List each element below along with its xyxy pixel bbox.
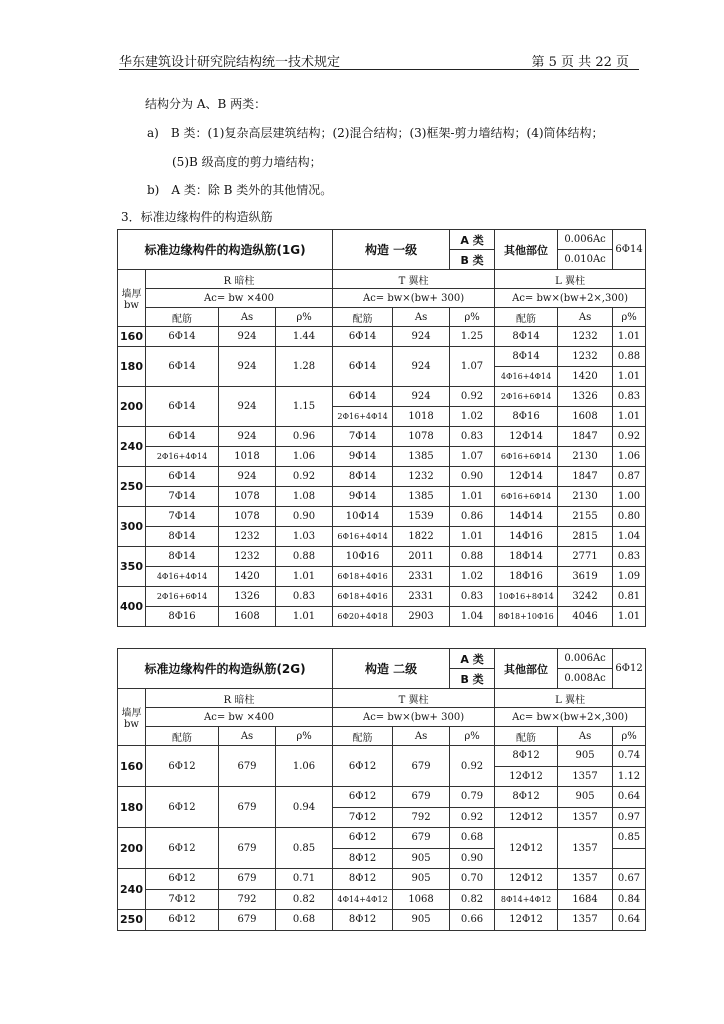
l-rebar-cell: 12Φ12 (495, 766, 558, 787)
t-as-cell: 1078 (393, 427, 450, 447)
l-rebar-cell: 14Φ16 (495, 527, 558, 547)
t-column-group: T 翼柱 (333, 689, 495, 708)
r-rho-cell: 1.28 (276, 347, 333, 387)
r-rebar-cell: 6Φ12 (146, 787, 219, 828)
l-as-cell: 1357 (558, 828, 613, 869)
intro-line-2: a) B 类：(1)复杂高层建筑结构；(2)混合结构；(3)框架-剪力墙结构；(4)筒体结构； (147, 126, 604, 140)
l-as-cell: 905 (558, 746, 613, 767)
t-area-formula: Ac= bw×(bw+ 300) (333, 708, 495, 727)
r-column-group: R 暗柱 (146, 689, 333, 708)
table-level: 构造 二级 (333, 649, 450, 689)
l-rebar-cell: 12Φ12 (495, 807, 558, 828)
r-as-cell: 792 (219, 889, 276, 910)
t-rebar-cell: 7Φ14 (333, 427, 393, 447)
l-as-cell: 4046 (558, 607, 613, 627)
t-rho-cell: 0.79 (450, 787, 495, 808)
l-rebar-cell: 8Φ18+10Φ16 (495, 607, 558, 627)
r-rebar-cell: 6Φ14 (146, 327, 219, 347)
t-rho-cell: 0.70 (450, 869, 495, 890)
l-rebar-cell: 18Φ16 (495, 567, 558, 587)
header-rho: ρ% (276, 727, 333, 746)
table-row (118, 567, 646, 587)
table-row (118, 427, 646, 447)
t-rebar-cell: 10Φ14 (333, 507, 393, 527)
r-rho-cell: 0.90 (276, 507, 333, 527)
l-as-cell: 1357 (558, 766, 613, 787)
wall-thickness-label: 墙厚 (121, 708, 142, 719)
l-rho-cell: 1.06 (613, 447, 646, 467)
l-as-cell: 1357 (558, 807, 613, 828)
l-as-cell: 1232 (558, 327, 613, 347)
l-as-cell: 2130 (558, 487, 613, 507)
t-as-cell: 679 (393, 828, 450, 849)
page-header (119, 51, 639, 70)
l-rho-cell: 1.04 (613, 527, 646, 547)
t-as-cell: 905 (393, 869, 450, 890)
t-rebar-cell: 6Φ18+4Φ16 (333, 567, 393, 587)
header-rebar: 配筋 (333, 727, 393, 746)
r-as-cell: 679 (219, 828, 276, 869)
table-row (118, 507, 646, 527)
ratio-a: 0.006Ac (558, 230, 613, 250)
t-as-cell: 679 (393, 746, 450, 787)
r-rebar-cell: 6Φ14 (146, 387, 219, 427)
table-row (118, 869, 646, 890)
r-rho-cell: 0.85 (276, 828, 333, 869)
t-as-cell: 1018 (393, 407, 450, 427)
t-rebar-cell: 4Φ14+4Φ12 (333, 889, 393, 910)
l-rebar-cell: 8Φ14 (495, 327, 558, 347)
t-rho-cell: 1.01 (450, 487, 495, 507)
t-rho-cell: 1.02 (450, 567, 495, 587)
wall-thickness-cell: 400 (118, 587, 146, 627)
header-rho: ρ% (276, 308, 333, 327)
header-rebar: 配筋 (495, 727, 558, 746)
t-rho-cell: 0.92 (450, 807, 495, 828)
r-rho-cell: 1.03 (276, 527, 333, 547)
t-rebar-cell: 6Φ16+4Φ14 (333, 527, 393, 547)
l-rho-cell: 1.00 (613, 487, 646, 507)
ratio-b: 0.008Ac (558, 669, 613, 689)
wall-thickness-label: 墙厚 (121, 289, 142, 300)
table-row (118, 587, 646, 607)
table-row (118, 327, 646, 347)
l-rebar-cell: 14Φ14 (495, 507, 558, 527)
table-row (118, 828, 646, 849)
r-rho-cell: 0.71 (276, 869, 333, 890)
table-row (118, 447, 646, 467)
r-as-cell: 679 (219, 787, 276, 828)
t-rho-cell: 0.83 (450, 587, 495, 607)
r-rho-cell: 0.92 (276, 467, 333, 487)
l-as-cell: 1847 (558, 467, 613, 487)
t-rebar-cell: 6Φ14 (333, 387, 393, 407)
table-row (118, 547, 646, 567)
r-as-cell: 924 (219, 467, 276, 487)
t-rho-cell: 1.01 (450, 527, 495, 547)
l-rho-cell: 0.80 (613, 507, 646, 527)
r-rebar-cell: 8Φ16 (146, 607, 219, 627)
l-rho-cell: 1.09 (613, 567, 646, 587)
r-as-cell: 924 (219, 387, 276, 427)
wall-thickness-cell: 160 (118, 746, 146, 787)
r-rho-cell: 1.06 (276, 746, 333, 787)
wall-thickness-cell: 240 (118, 869, 146, 910)
other-location: 其他部位 (495, 230, 558, 270)
class-b-label: B 类 (450, 669, 495, 689)
wall-thickness-cell: 250 (118, 467, 146, 507)
r-rho-cell: 0.82 (276, 889, 333, 910)
t-rho-cell: 0.90 (450, 848, 495, 869)
header-rebar: 配筋 (146, 308, 219, 327)
l-rebar-cell: 2Φ16+6Φ14 (495, 387, 558, 407)
l-as-cell: 1847 (558, 427, 613, 447)
t-as-cell: 924 (393, 347, 450, 387)
t-rho-cell: 0.92 (450, 746, 495, 787)
l-as-cell: 1357 (558, 869, 613, 890)
wall-thickness-cell: 300 (118, 507, 146, 547)
t-rebar-cell: 8Φ14 (333, 467, 393, 487)
t-rebar-cell: 6Φ12 (333, 828, 393, 849)
r-rho-cell: 0.88 (276, 547, 333, 567)
l-rebar-cell: 8Φ16 (495, 407, 558, 427)
r-rebar-cell: 4Φ16+4Φ14 (146, 567, 219, 587)
l-rebar-cell: 8Φ14 (495, 347, 558, 367)
doc-title: 华东建筑设计研究院结构统一技术规定 (119, 55, 341, 70)
r-rebar-cell: 6Φ14 (146, 347, 219, 387)
wall-thickness-header (118, 270, 146, 327)
header-rho: ρ% (613, 727, 646, 746)
l-rebar-cell: 18Φ14 (495, 547, 558, 567)
table-row (118, 607, 646, 627)
t-rebar-cell: 2Φ16+4Φ14 (333, 407, 393, 427)
l-as-cell: 3242 (558, 587, 613, 607)
table-level: 构造 一级 (333, 230, 450, 270)
wall-thickness-cell: 250 (118, 910, 146, 931)
t-as-cell: 1232 (393, 467, 450, 487)
r-rebar-cell: 7Φ12 (146, 889, 219, 910)
table-row (118, 527, 646, 547)
t-rebar-cell: 8Φ12 (333, 848, 393, 869)
r-as-cell: 1420 (219, 567, 276, 587)
wall-thickness-cell: 200 (118, 387, 146, 427)
r-as-cell: 1232 (219, 527, 276, 547)
t-as-cell: 905 (393, 848, 450, 869)
r-as-cell: 1078 (219, 507, 276, 527)
l-rho-cell: 1.12 (613, 766, 646, 787)
wall-thickness-cell: 200 (118, 828, 146, 869)
t-as-cell: 1385 (393, 447, 450, 467)
header-rho: ρ% (450, 727, 495, 746)
header-rho: ρ% (450, 308, 495, 327)
bw-label: bw (124, 300, 139, 311)
intro-line-3: (5)B 级高度的剪力墙结构； (172, 155, 322, 169)
l-as-cell: 3619 (558, 567, 613, 587)
table-row (118, 746, 646, 767)
r-as-cell: 1326 (219, 587, 276, 607)
r-column-group: R 暗柱 (146, 270, 333, 289)
t-as-cell: 2331 (393, 567, 450, 587)
r-rho-cell: 0.96 (276, 427, 333, 447)
r-rho-cell: 1.01 (276, 567, 333, 587)
l-as-cell: 1232 (558, 347, 613, 367)
t-as-cell: 2331 (393, 587, 450, 607)
t-rho-cell: 0.88 (450, 547, 495, 567)
t-rebar-cell: 7Φ12 (333, 807, 393, 828)
l-rho-cell: 1.01 (613, 407, 646, 427)
l-rebar-cell: 12Φ12 (495, 828, 558, 869)
l-rho-cell: 1.01 (613, 327, 646, 347)
t-as-cell: 1822 (393, 527, 450, 547)
wall-thickness-cell: 350 (118, 547, 146, 587)
header-rebar: 配筋 (333, 308, 393, 327)
l-rebar-cell: 8Φ12 (495, 746, 558, 767)
t-column-group: T 翼柱 (333, 270, 495, 289)
t-rebar-cell: 8Φ12 (333, 910, 393, 931)
r-rho-cell: 1.06 (276, 447, 333, 467)
l-rho-cell: 0.64 (613, 910, 646, 931)
l-rho-cell: 0.92 (613, 427, 646, 447)
r-rho-cell: 1.44 (276, 327, 333, 347)
wall-thickness-cell: 240 (118, 427, 146, 467)
t-rho-cell: 0.90 (450, 467, 495, 487)
l-rebar-cell: 12Φ14 (495, 467, 558, 487)
t-rho-cell: 0.92 (450, 387, 495, 407)
r-rebar-cell: 6Φ14 (146, 467, 219, 487)
r-area-formula: Ac= bw ×400 (146, 289, 333, 308)
table-row (118, 910, 646, 931)
t-rho-cell: 1.07 (450, 447, 495, 467)
l-as-cell: 2771 (558, 547, 613, 567)
l-rho-cell: 0.81 (613, 587, 646, 607)
r-rebar-cell: 6Φ12 (146, 869, 219, 890)
r-rebar-cell: 6Φ12 (146, 828, 219, 869)
other-rebar: 6Φ12 (613, 649, 646, 689)
l-rebar-cell: 8Φ12 (495, 787, 558, 808)
l-rebar-cell: 8Φ14+4Φ12 (495, 889, 558, 910)
bw-label: bw (124, 719, 139, 730)
l-rebar-cell: 4Φ16+4Φ14 (495, 367, 558, 387)
intro-line-1: 结构分为 A、B 两类： (145, 97, 267, 111)
t-rebar-cell: 8Φ12 (333, 869, 393, 890)
r-as-cell: 679 (219, 910, 276, 931)
l-rho-cell: 0.74 (613, 746, 646, 767)
l-rebar-cell: 12Φ12 (495, 910, 558, 931)
r-as-cell: 1232 (219, 547, 276, 567)
rebar-table-1g (117, 229, 646, 627)
l-rebar-cell: 12Φ14 (495, 427, 558, 447)
t-as-cell: 679 (393, 787, 450, 808)
wall-thickness-cell: 180 (118, 347, 146, 387)
table-row (118, 787, 646, 808)
r-area-formula: Ac= bw ×400 (146, 708, 333, 727)
l-as-cell: 1326 (558, 387, 613, 407)
l-rho-cell: 0.87 (613, 467, 646, 487)
l-as-cell: 1608 (558, 407, 613, 427)
r-as-cell: 679 (219, 869, 276, 890)
t-rebar-cell: 6Φ14 (333, 327, 393, 347)
r-rho-cell: 0.68 (276, 910, 333, 931)
l-rebar-cell: 6Φ16+6Φ14 (495, 487, 558, 507)
l-rebar-cell: 6Φ16+6Φ14 (495, 447, 558, 467)
other-rebar: 6Φ14 (613, 230, 646, 270)
t-as-cell: 905 (393, 910, 450, 931)
r-as-cell: 924 (219, 427, 276, 447)
l-as-cell: 905 (558, 787, 613, 808)
ratio-a: 0.006Ac (558, 649, 613, 669)
l-as-cell: 1420 (558, 367, 613, 387)
page-number: 第 5 页 共 22 页 (531, 55, 629, 70)
t-rebar-cell: 6Φ20+4Φ18 (333, 607, 393, 627)
l-as-cell: 2815 (558, 527, 613, 547)
t-rho-cell: 1.02 (450, 407, 495, 427)
l-rebar-cell: 12Φ12 (495, 869, 558, 890)
class-a-label: A 类 (450, 649, 495, 669)
t-rebar-cell: 6Φ14 (333, 347, 393, 387)
r-rebar-cell: 2Φ16+6Φ14 (146, 587, 219, 607)
other-location: 其他部位 (495, 649, 558, 689)
t-rebar-cell: 6Φ12 (333, 787, 393, 808)
l-as-cell: 2155 (558, 507, 613, 527)
wall-thickness-cell: 180 (118, 787, 146, 828)
t-as-cell: 2011 (393, 547, 450, 567)
t-rho-cell: 1.04 (450, 607, 495, 627)
header-as: As (393, 308, 450, 327)
t-rho-cell: 0.68 (450, 828, 495, 849)
r-rho-cell: 1.01 (276, 607, 333, 627)
wall-thickness-header (118, 689, 146, 746)
l-rho-cell: 0.67 (613, 869, 646, 890)
l-area-formula: Ac= bw×(bw+2×,300) (495, 289, 646, 308)
r-rebar-cell: 6Φ12 (146, 746, 219, 787)
r-rebar-cell: 8Φ14 (146, 547, 219, 567)
l-rho-cell: 0.85 (613, 828, 646, 849)
t-area-formula: Ac= bw×(bw+ 300) (333, 289, 495, 308)
l-area-formula: Ac= bw×(bw+2×,300) (495, 708, 646, 727)
r-rho-cell: 0.83 (276, 587, 333, 607)
l-rho-cell: 0.84 (613, 889, 646, 910)
t-as-cell: 792 (393, 807, 450, 828)
l-column-group: L 翼柱 (495, 689, 646, 708)
l-column-group: L 翼柱 (495, 270, 646, 289)
l-rho-cell (613, 848, 646, 869)
t-rho-cell: 1.07 (450, 347, 495, 387)
header-rho: ρ% (613, 308, 646, 327)
class-a-label: A 类 (450, 230, 495, 250)
r-rho-cell: 1.15 (276, 387, 333, 427)
table-row (118, 387, 646, 407)
t-rebar-cell: 6Φ12 (333, 746, 393, 787)
ratio-b: 0.010Ac (558, 250, 613, 270)
l-as-cell: 2130 (558, 447, 613, 467)
table-row (118, 347, 646, 367)
r-rebar-cell: 2Φ16+4Φ14 (146, 447, 219, 467)
r-rho-cell: 1.08 (276, 487, 333, 507)
t-rebar-cell: 6Φ18+4Φ16 (333, 587, 393, 607)
r-as-cell: 924 (219, 347, 276, 387)
t-as-cell: 1385 (393, 487, 450, 507)
header-as: As (558, 308, 613, 327)
l-rho-cell: 1.01 (613, 607, 646, 627)
r-as-cell: 679 (219, 746, 276, 787)
table-row (118, 889, 646, 910)
t-as-cell: 924 (393, 327, 450, 347)
t-rebar-cell: 9Φ14 (333, 447, 393, 467)
table-title: 标准边缘构件的构造纵筋(2G) (118, 649, 333, 689)
r-rebar-cell: 7Φ14 (146, 507, 219, 527)
table-row (118, 487, 646, 507)
l-rho-cell: 0.83 (613, 547, 646, 567)
t-rebar-cell: 10Φ16 (333, 547, 393, 567)
t-as-cell: 924 (393, 387, 450, 407)
t-as-cell: 2903 (393, 607, 450, 627)
header-as: As (219, 727, 276, 746)
header-as: As (219, 308, 276, 327)
t-rho-cell: 1.25 (450, 327, 495, 347)
t-rho-cell: 0.86 (450, 507, 495, 527)
table-title: 标准边缘构件的构造纵筋(1G) (118, 230, 333, 270)
header-rebar: 配筋 (146, 727, 219, 746)
header-as: As (393, 727, 450, 746)
t-rho-cell: 0.83 (450, 427, 495, 447)
r-as-cell: 1018 (219, 447, 276, 467)
l-as-cell: 1357 (558, 910, 613, 931)
rebar-table-2g (117, 648, 646, 931)
l-rho-cell: 0.88 (613, 347, 646, 367)
header-rebar: 配筋 (495, 308, 558, 327)
t-rho-cell: 0.66 (450, 910, 495, 931)
t-rebar-cell: 9Φ14 (333, 487, 393, 507)
r-as-cell: 1608 (219, 607, 276, 627)
wall-thickness-cell: 160 (118, 327, 146, 347)
intro-line-4: b) A 类：除 B 类外的其他情况。 (147, 183, 333, 197)
l-rho-cell: 0.97 (613, 807, 646, 828)
r-rho-cell: 0.94 (276, 787, 333, 828)
r-rebar-cell: 7Φ14 (146, 487, 219, 507)
table-row (118, 467, 646, 487)
l-rho-cell: 0.83 (613, 387, 646, 407)
section-heading: 3．标准边缘构件的构造纵筋 (121, 210, 273, 224)
r-rebar-cell: 6Φ14 (146, 427, 219, 447)
r-rebar-cell: 8Φ14 (146, 527, 219, 547)
l-rebar-cell: 10Φ16+8Φ14 (495, 587, 558, 607)
t-as-cell: 1068 (393, 889, 450, 910)
r-as-cell: 924 (219, 327, 276, 347)
l-as-cell: 1684 (558, 889, 613, 910)
t-rho-cell: 0.82 (450, 889, 495, 910)
l-rho-cell: 0.64 (613, 787, 646, 808)
header-as: As (558, 727, 613, 746)
class-b-label: B 类 (450, 250, 495, 270)
t-as-cell: 1539 (393, 507, 450, 527)
r-rebar-cell: 6Φ12 (146, 910, 219, 931)
l-rho-cell: 1.01 (613, 367, 646, 387)
r-as-cell: 1078 (219, 487, 276, 507)
